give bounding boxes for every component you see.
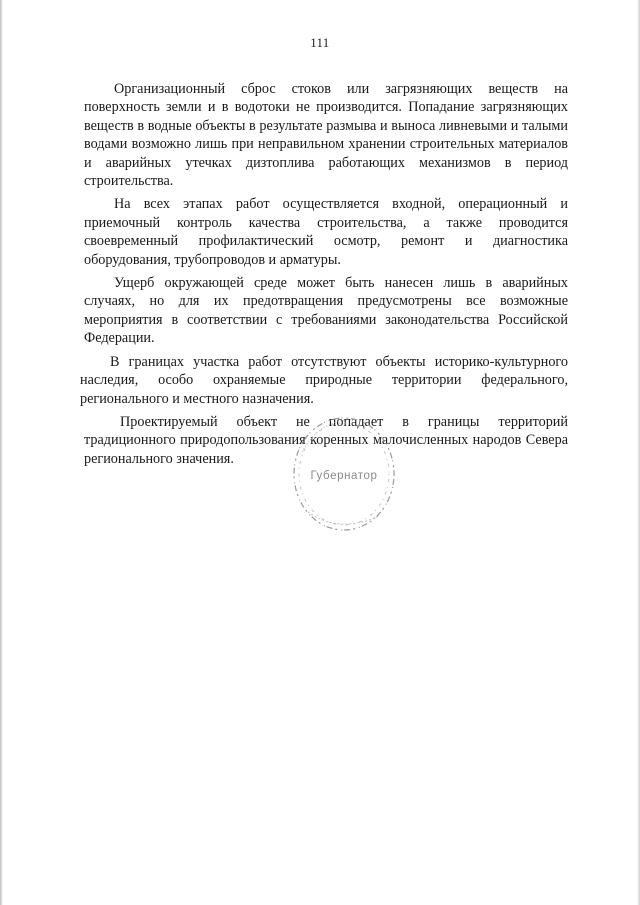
official-stamp bbox=[288, 412, 400, 536]
paragraph-5: Проектируемый объект не попадает в границы территорий традиционного природопользования коренных малочисленных народов Севера регионального значения. bbox=[84, 413, 568, 467]
paragraph-2: На всех этапах работ осуществляется входной, операционный и приемочный контроль качества строительства, а также проводится своевременный профилактический осмотр, ремонт и диагностика оборудования, трубопроводов и арматуры. bbox=[84, 196, 568, 268]
page-number: 111 bbox=[310, 36, 330, 50]
scan-edge-left bbox=[0, 0, 3, 905]
paragraph-3: Ущерб окружающей среде может быть нанесен лишь в аварийных случаях, но для их предотвращения предусмотрены все возможные мероприятия в соответствии с требованиями законодательства Российской Федерации. bbox=[84, 275, 568, 347]
paragraph-1: Организационный сброс стоков или загрязняющих веществ на поверхность земли и в водотоки не производится. Попадание загрязняющих веществ в водные объекты в результате размыва и выноса ливневыми и талыми водами возможно лишь при неправильном хранении строительных материалов и аварийных утечках дизтоплива работающих механизмов в период строительства. bbox=[84, 81, 568, 190]
paragraph-4: В границах участка работ отсутствуют объекты историко-культурного наследия, особо охраняемые природные территории федерального, регионального и местного назначения. bbox=[80, 353, 568, 407]
stamp-text: Губернатор bbox=[310, 470, 378, 482]
stamp-seal-icon bbox=[288, 412, 400, 536]
